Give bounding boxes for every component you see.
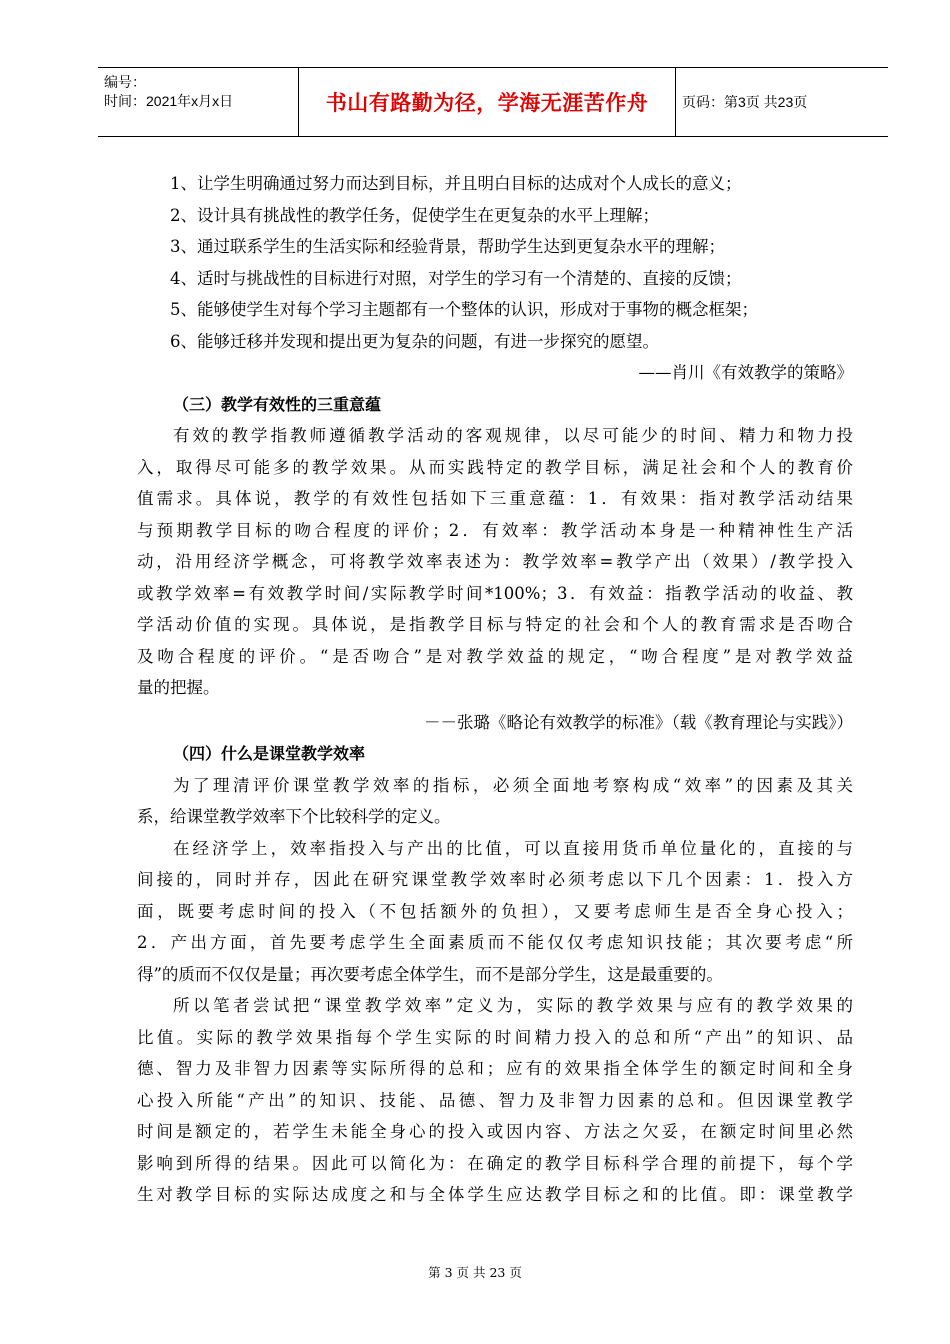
text-line: 生对教学目标的实际达成度之和与全体学生应达教学目标之和的比值。即：课堂教学	[137, 1185, 853, 1204]
header-page-info: 页码：第3页 共23页	[682, 94, 808, 110]
text-line: 为了理清评价课堂教学效率的指标，必须全面地考察构成“效率”的因素及其关	[173, 775, 853, 795]
text-line: 影响到所得的结果。因此可以简化为：在确定的教学目标科学合理的前提下，每个学	[137, 1153, 853, 1173]
list-item: 2、设计具有挑战性的教学任务，促使学生在更复杂的水平上理解；	[170, 205, 659, 225]
text-line: 动，沿用经济学概念，可将教学效率表述为：教学效率=教学产出（效果）/教学投入	[137, 552, 853, 571]
text-line: 得”的质而不仅仅是量；再次要考虑全体学生，而不是部分学生，这是最重要的。	[137, 964, 723, 984]
list-item: 5、能够使学生对每个学习主题都有一个整体的认识，形成对于事物的概念框架；	[170, 300, 758, 319]
document-header	[98, 67, 888, 137]
quote-attribution: ——肖川《有效教学的策略》	[638, 363, 853, 382]
text-line: 值需求。具体说，教学的有效性包括如下三重意蕴：1．有效果：指对教学活动结果	[137, 489, 853, 508]
header-meta-cell	[98, 68, 298, 136]
section-heading: （四）什么是课堂教学效率	[173, 744, 366, 763]
section-paragraph	[137, 990, 853, 1211]
document-time-label: 时间：2021年x月x日	[104, 93, 234, 109]
goal-list	[137, 168, 853, 357]
text-line: 2．产出方面，首先要考虑学生全面素质而不能仅仅考虑知识技能；其次要考虑“所	[137, 933, 853, 952]
text-line: 学活动价值的实现。具体说，是指教学目标与特定的社会和个人的教育需求是否吻合	[137, 615, 853, 634]
text-line: 与预期教学目标的吻合程度的评价；2．有效率：教学活动本身是一种精神性生产活	[137, 520, 853, 540]
list-item: 1、让学生明确通过努力而达到目标，并且明白目标的达成对个人成长的意义；	[170, 174, 742, 193]
text-line: 量的把握。	[137, 678, 220, 697]
text-line: 及吻合程度的评价。“是否吻合”是对教学效益的规定，“吻合程度”是对教学效益	[137, 646, 853, 666]
text-line: 时间是额定的，若学生未能全身心的投入或因内容、方法之欠妥，在额定时间里必然	[137, 1122, 853, 1141]
section-heading: （三）教学有效性的三重意蕴	[173, 394, 382, 414]
list-item: 6、能够迁移并发现和提出更为复杂的问题，有进一步探究的愿望。	[170, 331, 659, 351]
text-line: 所以笔者尝试把“课堂教学效率”定义为，实际的教学效果与应有的教学效果的	[173, 996, 853, 1015]
text-line: 比值。实际的教学效果指每个学生实际的时间精力投入的总和所“产出”的知识、品	[137, 1027, 853, 1047]
page-footer: 第 3 页 共 23 页	[428, 1265, 522, 1280]
text-line: 有效的教学指教师遵循教学活动的客观规律，以尽可能少的时间、精力和物力投	[173, 426, 853, 445]
header-motto: 书山有路勤为径，学海无涯苦作舟	[325, 91, 649, 115]
text-line: 心投入所能“产出”的知识、技能、品德、智力及非智力因素的总和。但因课堂教学	[137, 1090, 853, 1110]
section-paragraph	[137, 420, 853, 704]
quote-attribution: －－张璐《略论有效教学的标准》（载《教育理论与实践》）	[424, 712, 853, 732]
section-paragraph	[137, 770, 853, 833]
list-item: 4、适时与挑战性的目标进行对照，对学生的学习有一个清楚的、直接的反馈；	[170, 268, 742, 288]
text-line: 在经济学上，效率指投入与产出的比值，可以直接用货币单位量化的，直接的与	[173, 838, 853, 858]
header-divider	[675, 68, 676, 136]
text-line: 或教学效率=有效教学时间/实际教学时间*100%；3．有效益：指教学活动的收益、教	[137, 583, 853, 603]
text-line: 面，既要考虑时间的投入（不包括额外的负担），又要考虑师生是否全身心投入；	[137, 901, 853, 921]
section-paragraph	[137, 833, 853, 991]
list-item: 3、通过联系学生的生活实际和经验背景，帮助学生达到更复杂水平的理解；	[170, 237, 725, 256]
document-body	[137, 168, 853, 1211]
text-line: 德、智力及非智力因素等实际所得的总和；应有的效果指全体学生的额定时间和全身	[137, 1059, 853, 1078]
document-number-label: 编号：	[104, 74, 146, 90]
text-line: 系，给课堂教学效率下个比较科学的定义。	[137, 807, 451, 826]
text-line: 入，取得尽可能多的教学效果。从而实践特定的教学目标，满足社会和个人的教育价	[137, 457, 853, 477]
text-line: 间接的，同时并存，因此在研究课堂教学效率时必须考虑以下几个因素：1．投入方	[137, 870, 853, 889]
